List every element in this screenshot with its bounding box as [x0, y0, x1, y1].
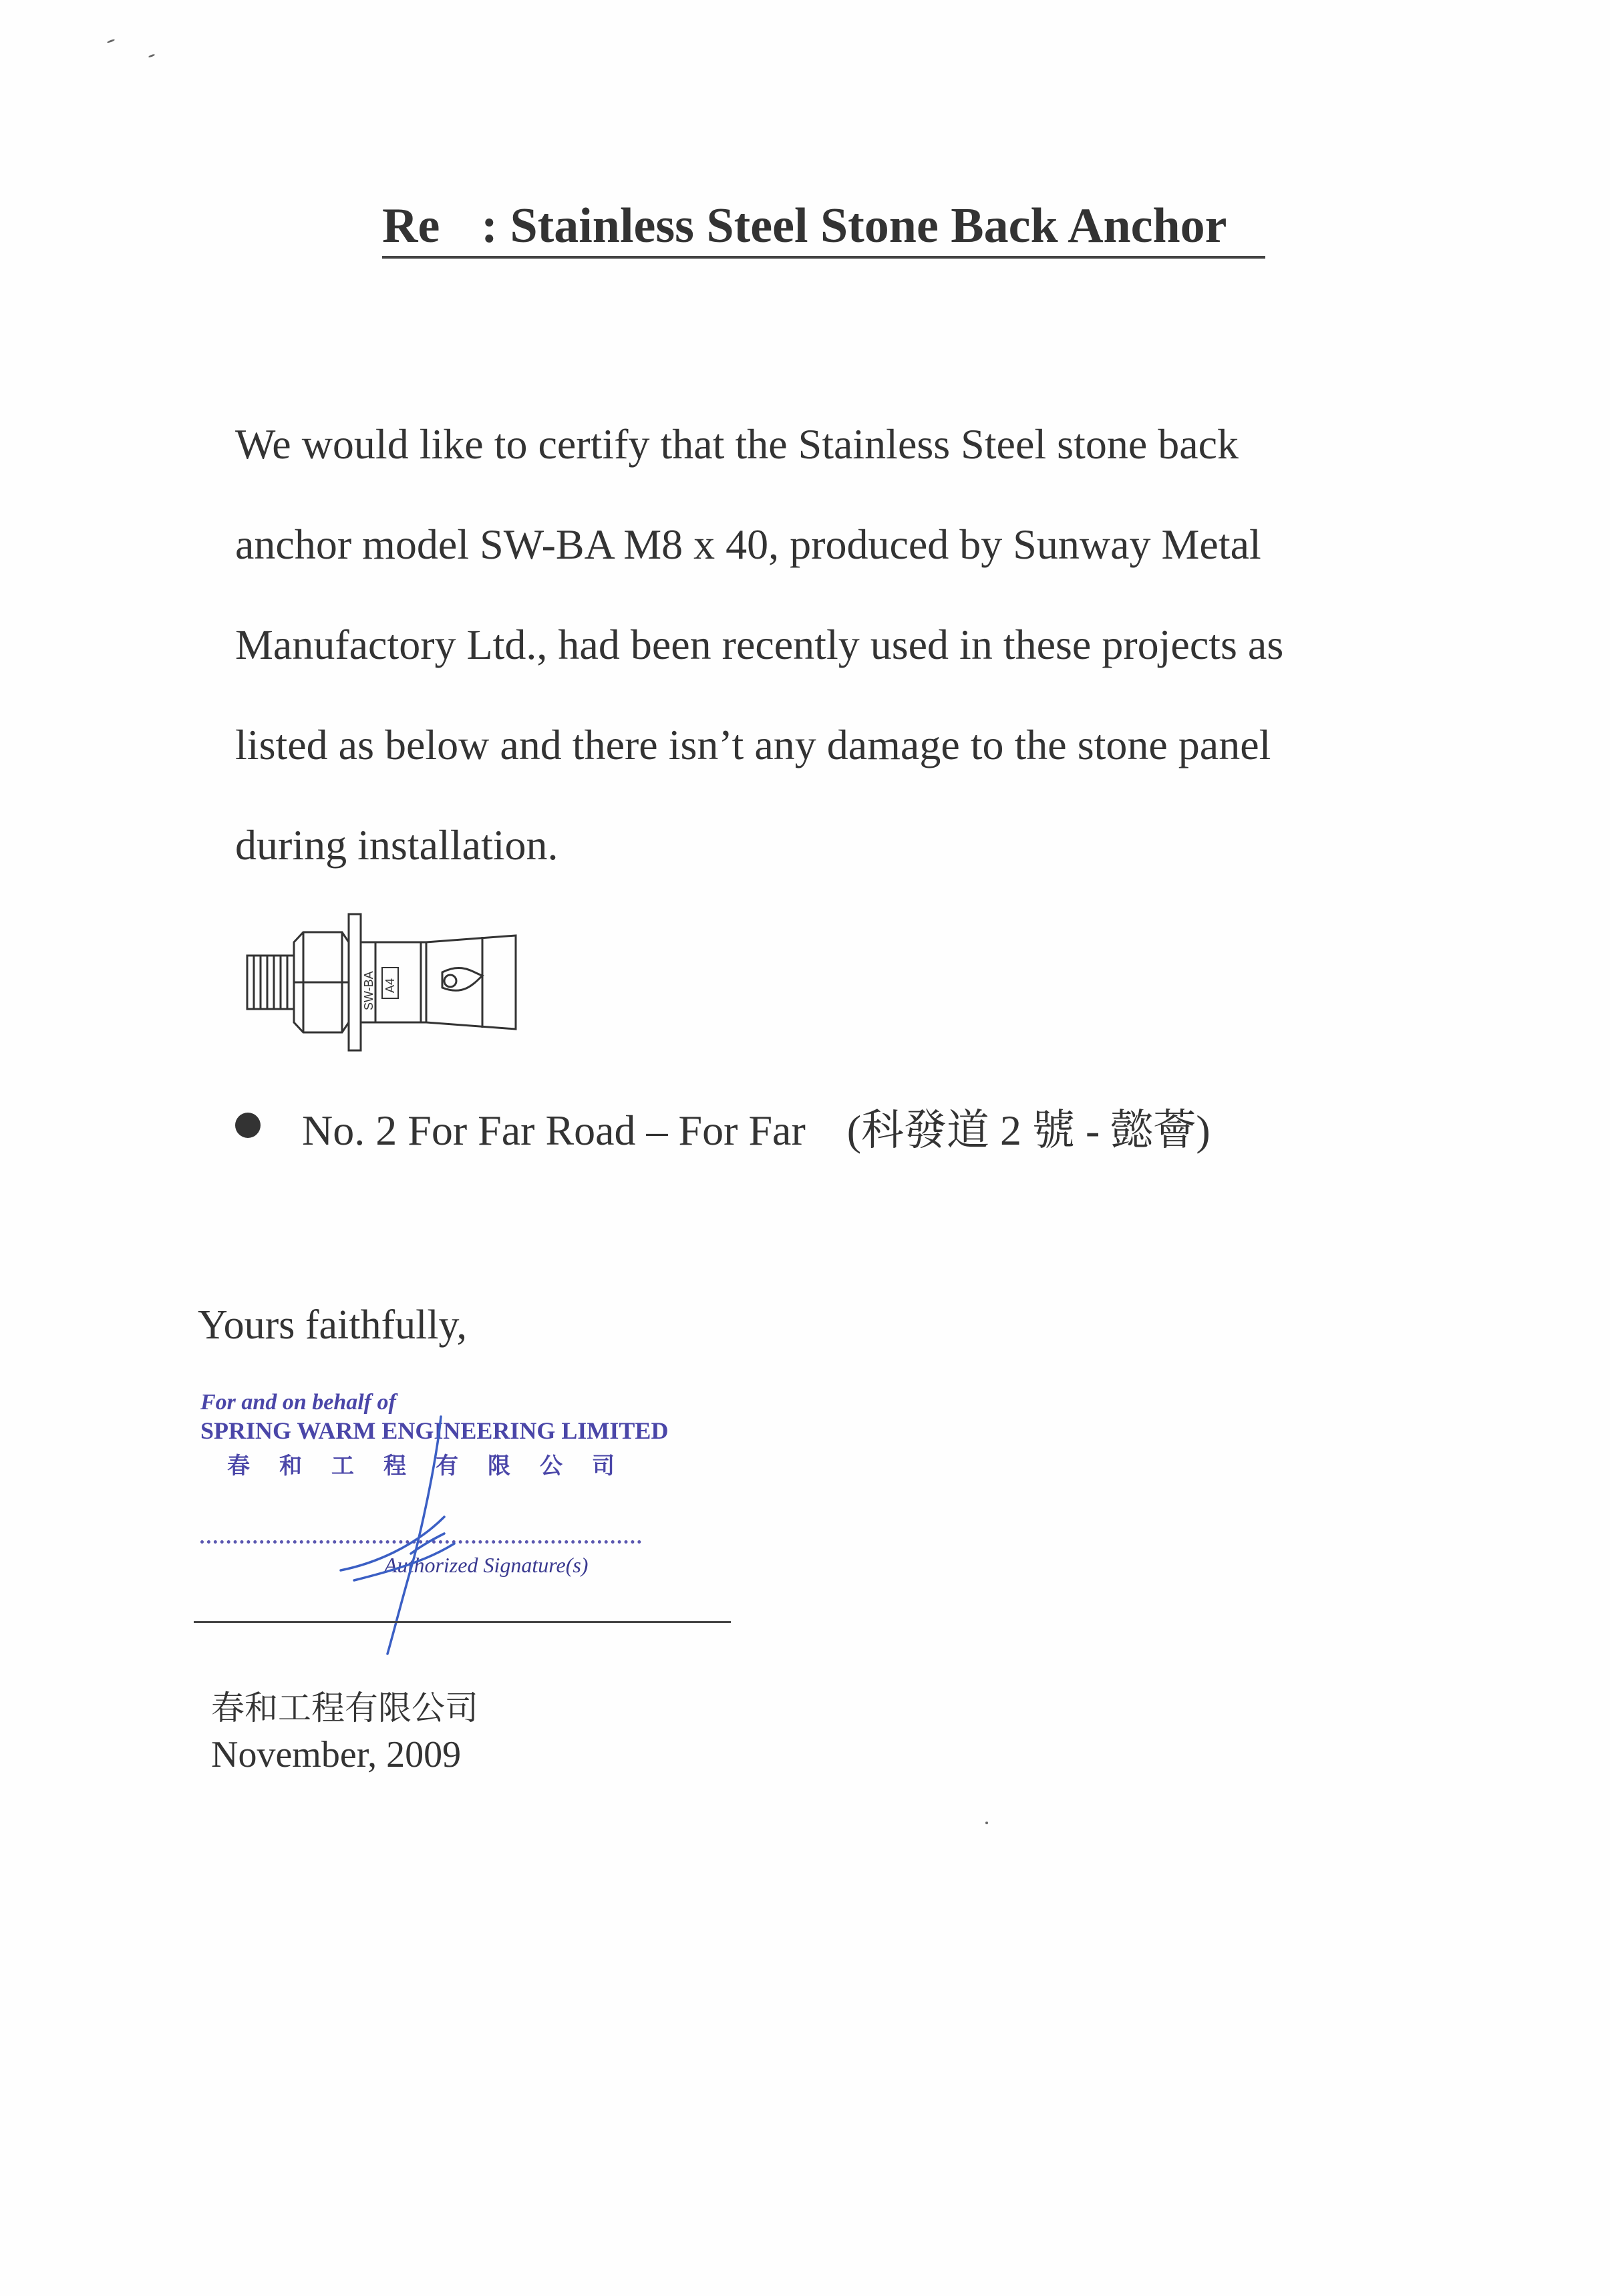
stamp-behalf-text: For and on behalf of — [200, 1390, 396, 1415]
handwritten-signature — [301, 1410, 541, 1664]
project-name-chinese: (科發道 2 號 - 懿薈) — [846, 1107, 1211, 1154]
subject-underline — [382, 256, 1265, 259]
scan-speck — [107, 39, 115, 43]
subject-text: : Stainless Steel Stone Back Anchor — [481, 198, 1227, 253]
body-line: during installation. — [235, 821, 558, 869]
body-line: listed as below and there isn’t any damage to the stone panel — [235, 721, 1271, 768]
project-name: No. 2 For Far Road – For Far — [302, 1107, 806, 1154]
body-line: Manufactory Ltd., had been recently used in these projects as — [235, 621, 1284, 668]
body-line: anchor model SW-BA M8 x 40, produced by Sunway Metal — [235, 521, 1261, 568]
letter-body — [235, 394, 1371, 895]
closing-salutation: Yours faithfully, — [198, 1302, 468, 1348]
anchor-marking-grade: A4 — [383, 978, 397, 993]
bullet-icon — [235, 1113, 261, 1138]
subject-prefix: Re — [382, 198, 440, 253]
back-anchor-drawing — [242, 909, 522, 1056]
letter-subject — [382, 198, 1227, 255]
letter-date: November, 2009 — [211, 1734, 462, 1775]
body-line: We would like to certify that the Stainless Steel stone back — [235, 420, 1239, 468]
stamp-authorized-signature-label: Authorized Signature(s) — [384, 1553, 589, 1577]
scan-speck — [985, 1822, 988, 1824]
scan-speck — [148, 53, 155, 57]
stamp-company-chinese: 春和工程有限公司 — [227, 1454, 644, 1479]
signer-company: 春和工程有限公司 — [211, 1689, 478, 1727]
stamp-company-english: SPRING WARM ENGINEERING LIMITED — [200, 1417, 669, 1444]
signature-line — [194, 1621, 731, 1623]
project-list-item — [235, 1096, 1211, 1157]
anchor-marking-model: SW-BA — [362, 971, 375, 1010]
